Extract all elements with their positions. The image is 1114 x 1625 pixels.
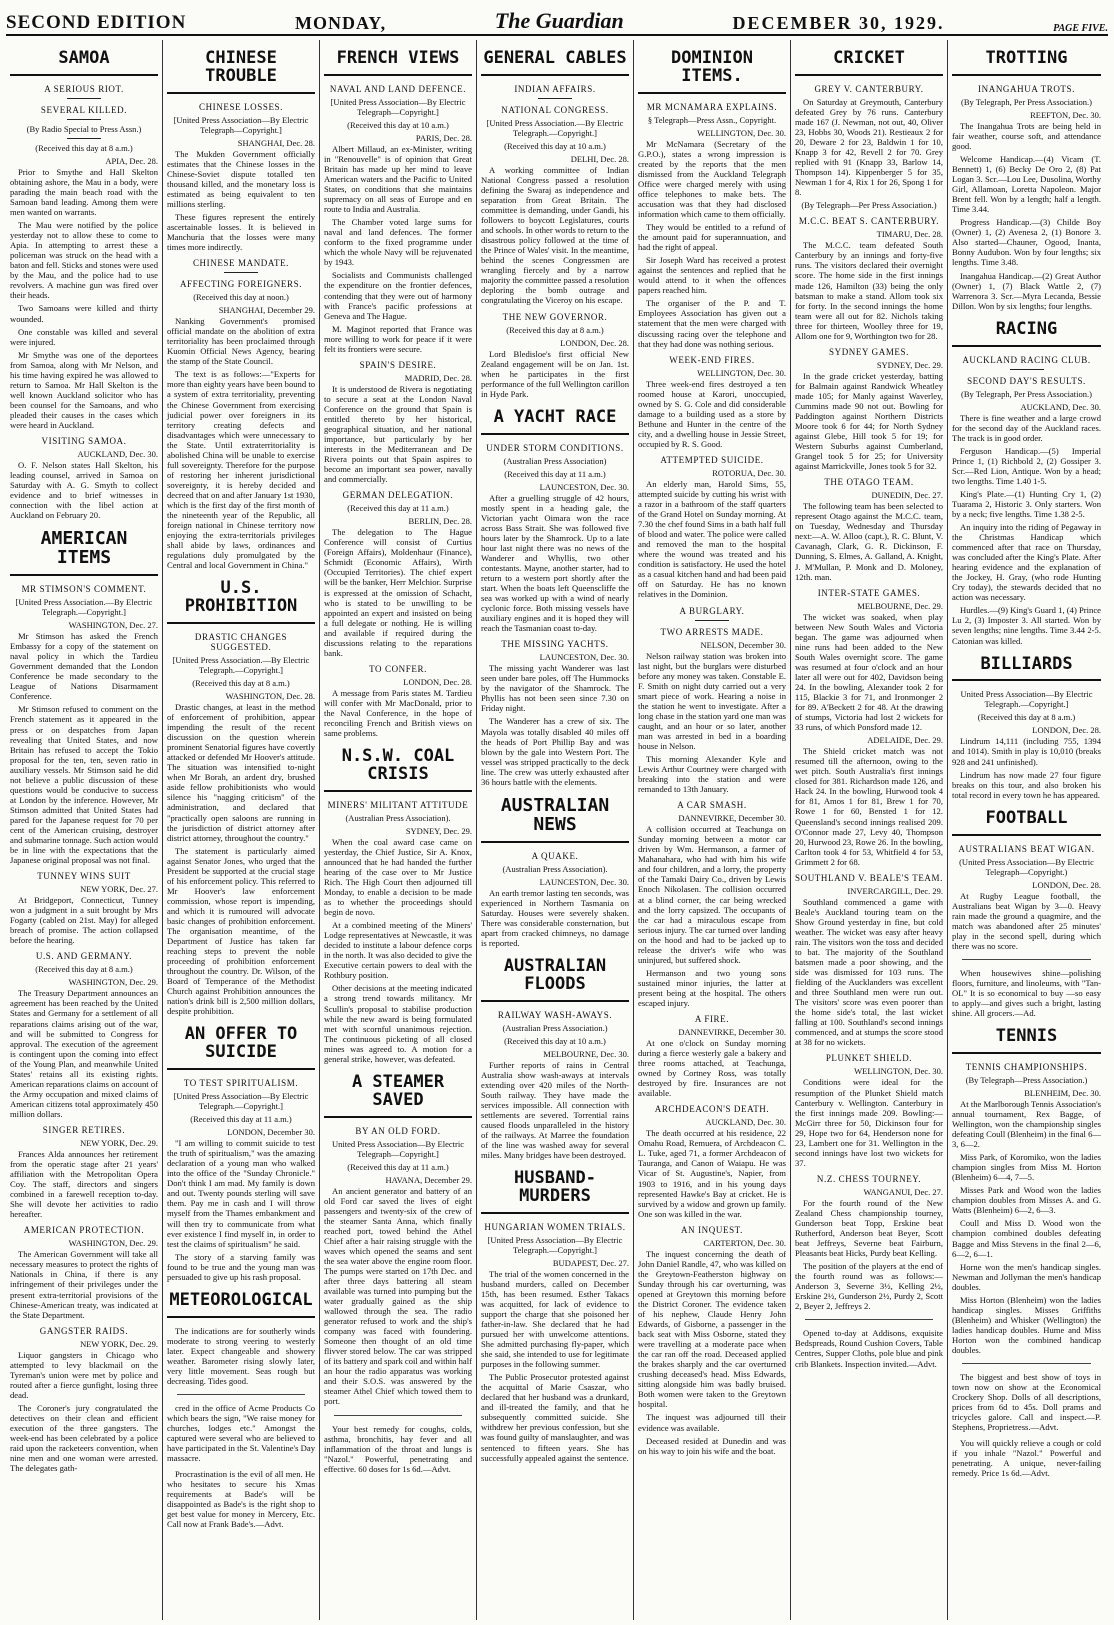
article-dateline: AUCKLAND, Dec. 30. [77, 449, 158, 460]
article-paragraph: "I am willing to commit suicide to test the truth of spiritualism," was the amazing declaration of a young man who walked into the office of the "Sunday Chronicle." Don't think I am mad. My family is down and out. Twenty pounds sterling will save them. Pay me in cash and I will throw myself from the Thames embankment and will then try to communicate from what ever existence I find myself in, in order to test the claims of spiritualism" he said. [167, 1138, 315, 1249]
article-paragraph: One constable was killed and several were injured. [10, 326, 158, 347]
article-headline: SAMOA [10, 50, 158, 76]
article-dateline: LAUNCESTON, Dec. 30. [539, 481, 629, 492]
received-note: (Received this day at 8 a.m.) [977, 712, 1076, 723]
article-paragraph: Horne won the men's handicap singles. Newman and Jollyman the men's handicap doubles. [952, 1261, 1101, 1292]
article-paragraph: King's Plate.—(1) Hunting Cry 1, (2) Tuarama 2, Historic 3. Only starters. Won by a neck; five lengths. Time 1.38 2-5. [952, 488, 1101, 519]
article-dateline: WANGANUI, Dec. 27. [863, 1186, 943, 1197]
article-paragraph: A working committee of Indian National Congress passed a resolution defining the Swaraj as independence and separation from Great Britain. The committee is demanding, under Gandi, his followers to boycott Legislatures, courts and schools. In other words to return to the disastrous policy followed at the time of the Prince of Wales' visit. In the meantime, behind the scenes Congressmen are wrangling fiercely and by a narrow majority the committee passed a resolution deploring the bomb outrage and congratulating the Viceroy on his escape. [481, 164, 629, 306]
article-paragraph: At Rugby League football, the Australians beat Wigan by 3—0. Heavy rain made the ground a quagmire, and the match was abandoned after 25 minutes' play in the second spell, during which there was no score. [952, 890, 1101, 951]
wire-credit: § Telegraph—Press Assn., Copyright. [647, 114, 777, 125]
article-paragraph: In the grade cricket yesterday, batting for Balmain against Randwick Wheatley made 105; for Manly against Waverley, Cummins made 90 not out. Bowling for Paddington against Northern Districts Moore took 6 for 44; for North Sydney against Glebe, Hill took 5 for 19; for Western Suburbs against Cumberland, Grangel took 5 for 25; for University against Marrickville, Jones took 5 for 32. [795, 370, 943, 472]
article-paragraph: The missing yacht Wanderer was last seen under bare poles, off The Hummocks by the navigator of the Shamrock. The Phyllis has not been seen since 7.30 on Friday night. [481, 663, 629, 714]
article-paragraph: Progress Handicap.—(3) Childe Boy (Owner) 1, (2) Avenesa 2, (1) Bonore 3. Also started—Chauner, Ogood, Inanta, Bonny Audubon. Won by four lengths; six lengths. Time 3.48. [952, 217, 1101, 268]
article-paragraph: O. F. Nelson states Hall Skelton, his leading counsel, arrived in Samoa on Saturday with A. G. Smyth to collect evidence and to brief witnesses in connection with the libel action at Auckland on February 20. [10, 460, 158, 521]
article-paragraph: Miss Horton (Blenheim) won the ladies handicap singles. Misses Griffiths (Blenheim) and Whisker (Wellington) the ladies handicap doubles. Hume and Miss Horton won the combined handicap doubles. [952, 1294, 1101, 1355]
article-dateline: MELBOURNE, Dec. 30. [543, 1048, 629, 1059]
article-paragraph: The American Government will take all necessary measures to protect the rights of Nationals in China, if there is any infringement of their privileges under the present extra-territorial provisions of the Chinese-American treaty, was indicated at the State Department. [10, 1249, 158, 1320]
wire-credit: (Australian Press Association). [345, 812, 451, 823]
article-dateline: NEW YORK, Dec. 29. [80, 1338, 158, 1349]
article-paragraph: The delegation to The Hague Conference will consist of Curtius (Foreign Affairs), Moldenhaur (Finance), Schmidt (Economic Affairs), Wirth (Occupied Territories). The chief expert will be the banker, Herr Melchior. Surprise is expressed at the omission of Schacht, who is stated to be unwilling to be appointed an expert and insisted on being a full delegate or nothing. He is willing and available if required during the discussions relating to the reparations bank. [324, 527, 472, 658]
day-label: MONDAY, [294, 13, 387, 33]
article-paragraph: The indications are for southerly winds moderate to strong veering to westerly later. Expect changeable and showery weather. Barometer rising slowly later, very little movement. Seas rough but decreasing. Tides good. [167, 1325, 315, 1386]
short-rule [224, 272, 258, 273]
wire-credit: [United Press Association.—By Electric Telegraph.—Copyright.] [172, 655, 310, 676]
article-subheading: SOUTHLAND V. BEALE'S TEAM. [795, 872, 943, 883]
article-dateline: WELLINGTON, Dec. 30. [854, 1066, 943, 1077]
article-paragraph: The Coroner's jury congratulated the detectives on their clean and efficient execution of the three gangsters. The week-end has been celebrated by a police raid upon the racketeers convention, when nine men and one woman were arrested. The delegates gath- [10, 1402, 158, 1474]
article-subheading: VISITING SAMOA. [41, 436, 127, 447]
article-subheading: TENNIS CHAMPIONSHIPS. [965, 1061, 1088, 1072]
article-subheading: CHINESE MANDATE. [192, 258, 290, 269]
article-dateline: BERLIN, Dec. 28. [408, 516, 472, 527]
article-paragraph: Sir Joseph Ward has received a protest against the sentences and replied that he would attend to it when the offences papers reached him. [638, 255, 786, 296]
article-dateline: WASHINGTON, Dec. 29. [68, 977, 158, 988]
advertisement: Your best remedy for coughs, colds, asthma, bronchitis, hay fever and all inflammation of the throat and lungs is "Nazol." Powerful, penetrating and effective. 60 doses for 1s 6d.—Advt. [324, 1423, 472, 1474]
article-subheading: PLUNKET SHIELD. [825, 1053, 913, 1064]
article-paragraph: This morning Alexander Kyle and Lewis Arthur Courtney were charged with breaking into the station and were remanded to 13th January. [638, 753, 786, 795]
article-paragraph: Deceased resided at Dunedin and was on his way to join his wife and the boat. [638, 1435, 786, 1456]
advertisement: Procrastination is the evil of all men. He who hesitates to secure his Xmas requirements at Bade's will be disappointed as Bade's is the right shop to get best value for money in Mercery, Etc. Call now at Frank Bade's.—Advt. [167, 1469, 315, 1530]
received-note: (Received this day at noon.) [193, 292, 289, 303]
article-paragraph: The Chamber voted large sums for naval and land defences. The former conform to the fixed programme under which the whole Navy will be rejuvenated by 1943. [324, 217, 472, 268]
article-paragraph: These figures represent the entirely ascertainable losses. It is believed in Manchuria that the losses were many times more indirectly. [167, 211, 315, 253]
wire-credit: (By Radio Special to Press Assn.) [26, 123, 142, 134]
article-paragraph: It is understood de Rivera is negotiating to secure a seat at the London Naval Conference on the ground that Spain is entitled thereto by her historical, geographical situation, and her national importance, but particularly by her interests in the Mediterranean and De Rivera points out that Spain aspires to become an important sea power, navally and commercially. [324, 383, 472, 485]
columns [6, 40, 1108, 1620]
article-paragraph: The Shield cricket match was not resumed till the afternoon, owing to the wet pitch. South Australia's first innings closed for 381. Richardson made 126, and Hack 24. In the bowling, Hurwood took 4 for 81, Amos 1 for 81, Brew 1 for 70, Rowe 1 for 60, Bensted 1 for 12. Queensland's second innings realised 209. O'Connor made 27, Levy 40, Thompson 20, Hurwood 23, Rowe 26. In the bowling, Carlton took 4 for 53, Whitfield 4 for 53, Grimmett 2 for 68. [795, 746, 943, 867]
article-paragraph: The Mau were notified by the police yesterday not to allow these to come to Apia. In attempting to arrest these a policeman was struck on the head with a baton and fell. Sticks and stones were used by the Mau, and the police had to use revolvers. A machine gun was fired over their heads. [10, 220, 158, 301]
article-paragraph: The Public Prosecutor protested against the acquittal of Marie Csaszar, who declared that her husband was a drunkard, and ill-treated the family, and that he subsequently committed suicide. She withdrew her previous confession, but she was found guilty of manslaughter, and was sentenced to fifteen years. She has successfully appealed against the sentence. [481, 1372, 629, 1463]
article-paragraph: Lord Bledisloe's first official New Zealand engagement will be on Jan. 1st. when he participates in the first performance of the full Wellington carillon in Hyde Park. [481, 348, 629, 399]
article-paragraph: M. Maginot reported that France was more willing to work for peace if it were felt its frontiers were secure. [324, 323, 472, 354]
article-headline: U.S. PROHIBITION [167, 580, 315, 624]
article-dateline: APIA, Dec. 28. [105, 155, 158, 166]
article-headline: CHINESE TROUBLE [167, 50, 315, 94]
article-paragraph: On Saturday at Greymouth, Canterbury defeated Grey by 76 runs. Canterbury made 167 (J. Newman, not out, 40, Oliver 23, Hobbs 30, Woods 21). Restieaux 2 for 20, Deware 2 for 23, Baldwin 1 for 10, Knapp 3 for 42, Revell 2 for 70. Grey replied with 91 (Knapp 33, Barlow 14, Thompson 14). Kippenberger 5 for 35, Newman 1 for 4, Rix 1 for 26, Spong 1 for 8. [795, 96, 943, 198]
article-subheading: A BURGLARY. [679, 605, 745, 616]
article-subheading: MR MCNAMARA EXPLAINS. [646, 101, 778, 112]
article-paragraph: Frances Alda announces her retirement from the operatic stage after 21 years' affiliation with the Metropolitan Opera Coy. The staff, directors and singers combined in a farewell reception to-day. She will devote her activities to radio hereafter. [10, 1149, 158, 1220]
article-subheading: RAILWAY WASH-AWAYS. [497, 1009, 613, 1020]
article-dateline: INVERCARGILL, Dec. 29. [847, 885, 943, 896]
article-paragraph: Prior to Smythe and Hall Skelton obtaining ashore, the Mau in a body, were parading the main beach road with the Samoan band leading. Among them were men wanted on warrants. [10, 166, 158, 218]
article-paragraph: The text is as follows:—"Experts for more than eighty years have been bound to a system of extra territoriality, preventing the Chinese Government from exercising judicial power over foreigners in its territory creating defects and disadvantages which were unnecessary to the State. Until extraterritoriality is abolished China will be unable to exercise full sovereignty. Therefore for the purpose of restoring her inherent jurisdictional sovereignty, it is hereby decided and decreed that on and after January 1st 1930, which is the first day of the first month of the nineteenth year of the Republic, all foreign national in Chinese territory now enjoying the extra-territorials privileges shall abide by laws, ordinances and regulations duly promulgated by the Central and local Government in China." [167, 369, 315, 571]
wire-credit: (Australian Press Association) [503, 455, 607, 466]
article-subheading: AFFECTING FOREIGNERS. [179, 279, 303, 290]
article-subheading: CHINESE LOSSES. [198, 101, 283, 112]
advertisement: cred in the office of Acme Products Co which bears the sign, "We raise money for churches, lodges etc." Amongst the captured were several who are believed to have participated in the St. Valentine's Day massacre. [167, 1402, 315, 1464]
article-dateline: WASHINGTON, Dec. 29. [68, 1238, 158, 1249]
article-subheading: A QUAKE. [531, 850, 579, 861]
article-dateline: ROTORUA, Dec. 30. [712, 467, 786, 478]
article-paragraph: When the coal award case came on yesterday, the Chief Justice, Sir A. Knox, announced that he had handed the further hearing of the case over to Mr Justice Rich. The High Court then adjourned till Monday, to enable a decision to be made as to whether the proceedings should begin de novo. [324, 836, 472, 918]
article-subheading: A CAR SMASH. [677, 800, 747, 811]
article-dateline: LONDON, Dec. 28. [403, 676, 472, 687]
article-subheading: TUNNEY WINS SUIT [37, 871, 131, 882]
wire-credit: [United Press Association—By Electric Telegraph—Copyright.] [173, 114, 309, 135]
column-7 [948, 40, 1105, 1620]
column-1 [6, 40, 163, 1620]
received-note: (Received this day at 8 a.m.) [35, 964, 133, 975]
article-paragraph: Southland commenced a game with Beale's Auckland touring team on the Show Ground yesterday in fine, but cold weather. The wicket was easy after heavy rain. The visitors won the toss and decided to bat. The majority of the Southland batsmen made a poor showing, and the side was dismissed for 103 runs. The fielding of the Aucklanders was excellent and three Southland men were run out. The visitors' score was even poorer than the home side's total, the last wicket falling at 100. Southland's second innings commenced, and at stumps the score stood at 38 for no wickets. [795, 896, 943, 1048]
article-subheading: M.C.C. BEAT S. CANTERBURY. [798, 216, 940, 227]
article-headline: AMERICAN ITEMS [10, 530, 158, 576]
wire-credit: [United Press Association—By Electric Telegraph.—Copyright.] [173, 1091, 309, 1112]
article-paragraph: Inangahua Handicap.—(2) Great Author (Owner) 1, (7) Black Wattle 2, (7) Warrenora 3. Scr.—Myra Lecanda, Bessie Dillon. Won by six lengths; four lengths. [952, 270, 1101, 311]
article-subheading: TWO ARRESTS MADE. [660, 626, 764, 637]
article-subheading: GREY V. CANTERBURY. [814, 83, 924, 94]
page-number: PAGE FIVE. [1053, 23, 1108, 34]
article-subheading: INANGAHUA TROTS. [978, 83, 1075, 94]
article-paragraph: After a gruelling struggle of 42 hours, mostly spent in a heading gale, the Victorian yacht Oimara won the race across Bass Strait. She was followed five hours later by the Shamrock. Up to a late hour last night there was no news of the Wanderer and Whyllis, two other contestants. Mayne, another starter, had to return to a western port shortly after the start. When the boats left Queenscliffe the sea was worked up with a wind of nearly cyclonic force. Both missing vessels have auxiliary engines and it is hoped they will reach the Tasmanian coast to-day. [481, 492, 629, 634]
article-paragraph: Misses Park and Wood won the ladies champion doubles from Misses A. and G. Watts (Blenheim) 6—2, 6—3. [952, 1185, 1101, 1216]
article-headline: FOOTBALL [952, 810, 1101, 836]
article-subheading: TO CONFER. [369, 663, 427, 674]
received-note: (Received this day at 10 a.m.) [347, 119, 449, 130]
received-note: (Received this day at 11 a.m.) [504, 468, 606, 479]
article-subheading: SECOND DAY'S RESULTS. [967, 375, 1086, 386]
column-5 [634, 40, 791, 1620]
article-headline: CRICKET [795, 50, 943, 76]
article-paragraph: Miss Park, of Koromiko, won the ladies champion singles from Miss M. Horton (Blenheim) 6—4, 7—5. [952, 1152, 1101, 1183]
article-dateline: WASHINGTON, Dec. 28. [225, 691, 315, 702]
article-paragraph: Liquor gangsters in Chicago who attempted to levy blackmail on the Tyreman's union were met by police and routed after a fierce gunfight, losing three dead. [10, 1349, 158, 1400]
column-6 [791, 40, 948, 1620]
article-paragraph: The position of the players at the end of the fourth round was as follows:—Anderson 3, Severne 3½, Kelling 2½, Erskine 2½, Gunderson 2½, Purdy 2, Scott 2, Beyer 2, Jeffreys 2. [795, 1261, 943, 1312]
article-dateline: ADELAIDE, Dec. 29. [867, 735, 943, 746]
article-dateline: PARIS, Dec. 28. [415, 132, 472, 143]
short-rule [67, 138, 101, 139]
article-headline: N.S.W. COAL CRISIS [324, 748, 472, 792]
article-paragraph: Drastic changes, at least in the method of enforcement of prohibition, appear impending the result of the recent discussion on the question wherein prominent Senatorial figures have covertly attacked or defended Mr Hoover's attitude. The situation was intensified to-night when Mr Borah, an ardent dry, brushed aside fellow prohibitionists who would silence his "nagging criticism" of the administration, and declared that "practically open saloons are running in the jurisdiction of district attorney after district attorney, throughout the country." [167, 702, 315, 843]
advertisement: Opened to-day at Addisons, exquisite Bedspreads, Round Cushion Covers, Table Centres, Supper Cloths, pole blue and pink crib Blankets. Inspection invited.—Advt. [795, 1328, 943, 1369]
article-subheading: BY AN OLD FORD. [355, 1125, 441, 1136]
article-paragraph: At the Marlborough Tennis Association's annual tournament, Rex Bagge, of Wellington, won the championship singles defeating Coull (Blenheim) in the final 6—3, 6—2. [952, 1098, 1101, 1150]
article-paragraph: Other decisions at the meeting indicated a strong trend towards militancy. Mr Scullin's proposal to stabilise production while the new award is being formulated met with scornful unanimous rejection. The continuous picketing of all closed mines was agreed to. A motion for a general strike, however, was defeated. [324, 983, 472, 1064]
article-headline: FRENCH VIEWS [324, 50, 472, 76]
article-subheading: SINGER RETIRES. [42, 1125, 126, 1135]
article-paragraph: The Wanderer has a crew of six. The Mayola was totally disabled 40 miles off the heads of Port Phillip Bay and was blown by the gale into Western Port. The vessel was stripped practically to the deck line. The crew was utterly exhausted after 36 hours battle with the elements. [481, 716, 629, 787]
article-dateline: TIMARU, Dec. 28. [876, 229, 943, 240]
article-subheading: WEEK-END FIRES. [669, 354, 755, 365]
masthead [6, 4, 1108, 36]
article-subheading: MR STIMSON'S COMMENT. [21, 584, 147, 595]
article-paragraph: Hurdles.—(9) King's Guard 1, (4) Prince Lu 2, (3) Imposter 3. All started. Won by seven lengths; nine lengths. Time 3.44 2-5. Catonian was killed. [952, 605, 1101, 646]
article-headline: AUSTRALIAN FLOODS [481, 958, 629, 1002]
wire-credit: (By Telegraph—Press Association.) [965, 1074, 1088, 1085]
article-dateline: LAUNCESTON, Dec. 30. [539, 876, 629, 887]
article-paragraph: The wicket was soaked, when play between New South Wales and Victoria began. The game was adjourned when nine runs had been added to the New South Wales overnight score. The game was resumed at four o'clock and an hour later all were out for 402, Davidson being 24. In the bowling, Alexander took 2 for 115, Blackie 3 for 71, and Ironmonger 2 for 89. A'Beckett 2 for 48. At the drawing of stumps, Victoria had lost 2 wickets for 33 runs, of which Ponsford made 12. [795, 611, 943, 733]
article-subheading: A FIRE. [694, 1014, 730, 1025]
article-headline: AUSTRALIAN NEWS [481, 797, 629, 843]
wire-credit: [United Press Association.—By Electric Telegraph.—Copyright.] [486, 117, 624, 138]
article-paragraph: An inquiry into the riding of Pegaway in the Christmas Handicap which commenced after that race on Thursday, was concluded after the King's Plate. After hearing evidence and the explanation of the Jockey, H. Gray, (who rode Hunting Cry today), the stewards decided that no action was necessary. [952, 522, 1101, 603]
article-paragraph: Welcome Handicap.—(4) Vicam (T. Bennett) 1, (6) Becky De Oro 2, (8) Pat Logan 3. Scr.—Lou Lee, Dusolina, Worthy Girl, Allamoan, Loretta Napoleon. Major Brent fell. Won by a length; half a length. Time 3.44. [952, 153, 1101, 215]
article-paragraph: The following team has been selected to represent Otago against the M.C.C. team, on Tuesday, Wednesday and Thursday next:—A. W. Alloo (capt.), R. C. Blunt, V. Cavanagh, Clark, G. R. Dickinson, F. Dunning, S. Elmes, A. Galland, A. Knight, J. M'Mullan, P. Monk and D. Moloney, 12th. man. [795, 501, 943, 582]
article-dateline: SYDNEY, Dec. 29. [405, 825, 472, 836]
article-paragraph: They would be entitled to a refund of the amount paid for superannuation, and had the right of appeal. [638, 222, 786, 253]
article-subheading: NATIONAL CONGRESS. [501, 104, 609, 115]
article-paragraph: The Treasury Department announces an agreement has been reached by the United States and Germany for a settlement of all reparations claims arising out of the war, and will be submitted to Congress for approval. The execution of the agreement is contingent upon the coming into effect of the Young Plan, and meanwhile United States' retains all its existing rights. American reparations claims on account of the Army occupation and mixed claims of American citizens total approximately 450 million dollars. [10, 988, 158, 1119]
received-note: (Received this day at 8 a.m.) [35, 142, 133, 153]
received-note: (Received this day at 11 a.m.) [347, 503, 449, 514]
article-dateline: SYDNEY, Dec. 29. [876, 359, 943, 370]
article-paragraph: The inquest concerning the death of John Daniel Randle, 47, who was killed on the Greytown-Featherston highway on Sunday through his car overturning, was opened at Greytown this morning before the District Coroner. The evidence taken of his nephew, Claude Henry John Edwards, of Gisborne, a passenger in the back seat with Miss Osborne, stated they were travelling at a moderate pace when the car ran off the road. Deceased applied the brakes sharply and the car overturned crushing deceased's head. Miss Edwards, sitting alongside him was badly bruised. Both women were taken to the Greytown hospital. [638, 1248, 786, 1410]
article-paragraph: The statement is particularly aimed against Senator Jones, who urged that the President be supported at the crucial stage of his enforcement policy. This referred to Mr Hoover's law enforcement commission, whose report is impending, and which it is rumoured will advocate basic changes of prohibition enforcement. The organisation meantime, of the Department of Justice has taken far reaching steps to prevent the noble proceeding of prohibition enforcement throughout the country. Dr. Wilson, of the Board of Temperance of the Methodist Church against Prohibition announces the nation's drink bill is 2,500 million dollars, despite prohibition. [167, 845, 315, 1017]
article-paragraph: Mr Smythe was one of the deportees from Samoa, along with Mr Nelson, and his time having expired he was allowed to return to Samoa. Mr Hall Skelton is the well known Auckland solicitor who has been counsel for the Samoans, and who pleaded their causes in the cases which were heard in Auckland. [10, 349, 158, 430]
article-paragraph: The organiser of the P. and T. Employees Association has given out a statement that the men were charged with discussing racing over the telephone and that they had done was nothing serious. [638, 298, 786, 349]
article-paragraph: The M.C.C. team defeated South Canterbury by an innings and forty-five runs. The visitors declared their overnight score. The home side in the first innings made 126, Hamilton (33) being the only batsman to make a stand. Allom took six for forty. In the second innings the home team were all out for 82. Nichols taking three for thirteen, Woolley three for 19, Allom one for 9, Worthington two for 28. [795, 240, 943, 341]
article-subheading: THE MISSING YACHTS. [501, 639, 609, 650]
article-paragraph: The inquest was adjourned till their evidence was available. [638, 1412, 786, 1433]
article-dateline: NEW YORK, Dec. 29. [80, 1138, 158, 1148]
article-subheading: NAVAL AND LAND DEFENCE. [329, 83, 467, 94]
wire-credit: [United Press Association—By Electric Telegraph.—Copyright.] [487, 1234, 623, 1255]
article-paragraph: Conditions were ideal for the resumption of the Plunket Shield match Canterbury v. Wellington. Canterbury in the first innings made 209. Bowling:—McGirr three for 50, Dickinson four for 29, Hope two for 64, Henderson none for 23, Lambert one for 31. Wellington in the second innings have lost two wickets for 37. [795, 1077, 943, 1168]
article-paragraph: Coull and Miss D. Wood won the champion combined doubles defeating Bagge and Miss Stevens in the final 2—6, 6—2, 6—1. [952, 1218, 1101, 1259]
article-dateline: WELLINGTON, Dec. 30. [697, 127, 786, 138]
advertisement: You will quickly relieve a cough or cold if you inhale "Nazol." Powerful and penetrating. A unique, never-failing remedy. Price 1s 6d.—Advt. [952, 1438, 1101, 1479]
article-headline: TENNIS [952, 1028, 1101, 1054]
article-paragraph: The trial of the women concerned in the husband murders, called on December 15th, has been resumed. Esther Takacs was acquitted, for lack of evidence to support the charge that she poisoned her father-in-law. She declared that he had pursued her with unwelcome attentions. She admitted purchasing fly-paper, which she said, she intended to use for legitimate purposes in the following summer. [481, 1268, 629, 1370]
article-paragraph: Socialists and Communists challenged the expenditure on the frontier defences, contending that they were out of harmony with France's pacific professions at Geneva and The Hague. [324, 270, 472, 321]
article-dateline: WELLINGTON, Dec. 30. [697, 367, 786, 378]
received-note: (Received this day at 8 a.m.) [506, 324, 604, 335]
article-dateline: HAVANA, December 29. [385, 1174, 472, 1185]
article-subheading: INDIAN AFFAIRS. [514, 83, 596, 94]
article-headline: DOMINION ITEMS. [638, 50, 786, 94]
article-headline: A YACHT RACE [481, 409, 629, 435]
wire-credit: (Australian Press Association.) [502, 1022, 608, 1033]
article-subheading: SYDNEY GAMES. [829, 346, 909, 357]
wire-credit: (Australian Press Association). [502, 863, 608, 874]
article-subheading: MINERS' MILITANT ATTITUDE [327, 799, 469, 810]
article-subheading: AUCKLAND RACING CLUB. [962, 354, 1091, 365]
column-separator [962, 959, 1091, 960]
article-headline: A STEAMER SAVED [324, 1074, 472, 1118]
article-paragraph: Nanking Government's promised official mandate on the abolition of extra territoriality has been proclaimed through Kuomin Official News Agency, bearing the stamp of the State Council. [167, 316, 315, 367]
short-rule [1010, 369, 1044, 370]
wire-credit: United Press Association—By Electric Telegraph—Copyright.] [332, 1138, 464, 1159]
article-paragraph: Two Samoans were killed and thirty wounded. [10, 303, 158, 324]
article-dateline: LONDON, December 30. [227, 1127, 315, 1138]
article-dateline: BLENHEIM, Dec. 30. [1024, 1087, 1101, 1098]
article-subheading: HUNGARIAN WOMEN TRIALS. [484, 1221, 626, 1232]
article-dateline: DELHI, Dec. 28. [570, 153, 629, 164]
wire-credit: (By Telegraph, Per Press Association.) [961, 388, 1092, 399]
wire-credit: [United Press Association—By Electric Telegraph—Copyright.] [330, 96, 466, 117]
article-dateline: WASHINGTON, Dec. 27. [68, 620, 158, 631]
article-paragraph: The story of a starving family was found to be true and the young man was persuaded to give up his rash proposal. [167, 1251, 315, 1282]
received-note: (Received this day at 8 a.m.) [192, 678, 290, 689]
column-3 [320, 40, 477, 1620]
advertisement: The biggest and best show of toys in town now on show at the Economical Crockery Shop. Dolls of all descriptions, prices from 6d to 45s. Doll prams and tricycles galore. Call and inspect.—P. Stephens, Proprietress.—Advt. [952, 1372, 1101, 1433]
wire-credit: (United Press Association—By Electric Telegraph—Copyright.) [959, 856, 1094, 877]
article-paragraph: At Bridgeport, Connecticut, Tunney won a judgment in a suit brought by Mrs Fogarty (cabled on 21st. May) for alleged breach of promise. The action collapsed before the hearing. [10, 895, 158, 946]
article-subheading: AN INQUEST. [681, 1224, 743, 1235]
article-subheading: GANGSTER RAIDS. [39, 1325, 129, 1336]
column-2 [163, 40, 320, 1620]
article-paragraph: The Mukden Government officially estimates that the Chinese losses in the Chinese-Soviet dispute totalled ten thousand killed, and the monetary loss is estimated as being equivalent to ten millions sterling. [167, 148, 315, 209]
article-paragraph: For the fourth round of the New Zealand Chess championship tourney, Gunderson beat Topp, Erskine beat Rutherford, Anderson beat Beyer, Scott beat Jeffreys, Severne beat Fairburn, Pleasants beat Hicks, Purdy beat Kelling. [795, 1197, 943, 1259]
article-dateline: REEFTON, Dec. 30. [1030, 109, 1101, 120]
article-subheading: SPAIN'S DESIRE. [359, 359, 437, 370]
article-paragraph: At a combined meeting of the Miners' Lodge representatives at Newcastle, it was decided to institute a labour defence corps in the north. It was also decided to give the Executive certain powers to deal with the Rothbury position. [324, 920, 472, 981]
article-paragraph: Three week-end fires destroyed a ten roomed house at Karori, unoccupied, owned by S. G. Cole and did considerable damage to a building used as a store by Bethune and Hunter in the centre of the city, and a dwelling house in Jessie Street, occupied by R. S. Good. [638, 378, 786, 449]
column-separator [334, 1415, 462, 1416]
article-dateline: AUCKLAND, Dec. 30. [705, 1117, 786, 1128]
article-paragraph: Further reports of rains in Central Australia show wash-aways at intervals extending over 420 miles of the North-South railway. They have made the services impossible. All connection with settlements are severed. Torrential rains caused floods unparalleled in the history of the railways. At Marree the foundation of the line was washed away for several miles. Many bridges have been destroyed. [481, 1059, 629, 1160]
newspaper-title: The Guardian [494, 8, 624, 33]
received-note: (Received this day at 10 a.m.) [504, 140, 606, 151]
article-subheading: AUSTRALIANS BEAT WIGAN. [958, 843, 1095, 854]
article-subheading: UNDER STORM CONDITIONS. [486, 442, 624, 453]
article-paragraph: Lindrum 14,111 (including 755, 1394 and 1014). Smith in play is 10,010 (breaks 928 and 241 unfinished). [952, 736, 1101, 767]
article-paragraph: Mr Stimson has asked the French Embassy for a copy of the statement on naval policy in which the Tardieu Government demanded that the London Conference be made secondary to the League of Nations Disarmament Conference. [10, 631, 158, 702]
wire-credit: (By Telegraph, Per Press Association.) [961, 96, 1092, 107]
column-separator [962, 1363, 1091, 1364]
article-headline: TROTTING [952, 50, 1101, 76]
article-paragraph: Hermanson and two young sons sustained minor injuries, the latter at present being at the hospital. The others escaped injury. [638, 967, 786, 1008]
article-paragraph: At one o'clock on Sunday morning during a fierce westerly gale a bakery and three rooms attached, at Teachunga, owned by Cortney Ross, was totally destroyed by fire. Insurances are not available. [638, 1038, 786, 1099]
short-rule [67, 119, 101, 120]
received-note: (Received this day at 11 a.m.) [347, 1161, 449, 1172]
article-subheading: A SERIOUS RIOT. [44, 83, 124, 94]
article-dateline: SHANGHAI, Dec. 28. [237, 137, 315, 148]
article-paragraph: A message from Paris states M. Tardieu will confer with Mr MacDonald, prior to the Naval Conference, in the hope of reconciling French and British views on same problems. [324, 687, 472, 739]
article-dateline: CARTERTON, Dec. 30. [703, 1237, 786, 1248]
article-subheading: INTER-STATE GAMES. [817, 587, 921, 598]
article-subheading: ARCHDEACON'S DEATH. [654, 1104, 770, 1115]
article-dateline: LONDON, Dec. 28. [1032, 725, 1101, 736]
article-headline: METEOROLOGICAL [167, 1292, 315, 1318]
article-dateline: MADRID, Dec. 28. [404, 372, 472, 383]
article-dateline: LAUNCESTON, Dec. 30. [539, 652, 629, 663]
article-headline: GENERAL CABLES [481, 50, 629, 76]
edition-label: SECOND EDITION [6, 12, 187, 33]
wire-credit: (By Telegraph—Per Press Association.) [801, 200, 937, 211]
article-dateline: BUDAPEST, Dec. 27. [552, 1257, 629, 1268]
article-paragraph: A collision occurred at Teachunga on Sunday morning between a motor car driven by Wm. Hermanson, a farmer of Mahanahara, who had with him his wife and four children, and a lorry, the property of the Tamaki Dairy Co., driven by Lewis Enoch Nikolasen. The collision occurred at a blind corner, the car being wrecked and the lorry capsized. The occupants of the car had a miraculous escape from serious injury. The car turned over landing on the hood and had to be jacked up to release the driver's wife who was uninjured, but suffered shock. [638, 824, 786, 965]
article-dateline: SHANGHAI, December 29. [218, 305, 315, 316]
article-paragraph: Nelson railway station was broken into last night, but the burglars were disturbed before any money was taken. Constable E. F. Smith on night duty carried out a very smart piece of work. Hearing a noise in the station he went to investigate. After a long chase in the station yard one man was caught, and an hour or so later, another man was arrested in bed in a boarding house in Nelson. [638, 650, 786, 751]
article-paragraph: There is fine weather and a large crowd for the second day of the Auckland races. The track is in good order. [952, 412, 1101, 443]
column-separator [805, 1319, 933, 1320]
article-subheading: GERMAN DELEGATION. [342, 490, 454, 501]
article-dateline: DANNEVIRKE, December 30. [678, 1027, 786, 1038]
article-dateline: NELSON, December 30. [700, 639, 786, 650]
article-headline: AN OFFER TO SUICIDE [167, 1026, 315, 1070]
article-dateline: AUCKLAND, Dec. 30. [1020, 401, 1101, 412]
article-headline: HUSBAND-MURDERS [481, 1170, 629, 1214]
article-dateline: NEW YORK, Dec. 27. [80, 884, 158, 895]
short-rule [538, 98, 572, 99]
article-paragraph: Mr Stimson refused to comment on the French statement as it appeared in the press or on despatches from Japan revealing that United States, and now Britain has refused to accept the Tokio proposal for the ten, ten, seven ratio in auxiliary vessels. Mr Stimson said he did not believe a public discussion of these questions would be conducive to success at London by the inference. However, Mr Stimson admitted that United States had pared for the Japanese request for 70 per cent of the American cruising, destroyer and submarine tonnage. Such action would be in line with the expectations that the Japanese original proposal was not final. [10, 704, 158, 866]
column-4 [477, 40, 634, 1620]
article-subheading: THE OTAGO TEAM. [824, 477, 914, 488]
received-note: (Received this day at 10 a.m.) [504, 1035, 606, 1046]
short-rule [695, 620, 729, 621]
article-paragraph: An elderly man, Harold Sims, 55, attempted suicide by cutting his wrist with a razor in a bathroom of the staff quarters of the Grand Hotel on Sunday morning. At 7.30 the chef found Sims in a bath half full of blood and water. The police were called and removed the man to the hospital where the wound was treated and his condition is satisfactory. He used the hotel as a casual kitchen hand and had been paid off on Saturday. He has no known relatives in the Dominion. [638, 478, 786, 600]
article-dateline: LONDON, Dec. 28. [560, 337, 629, 348]
article-subheading: THE NEW GOVERNOR. [502, 311, 608, 322]
article-paragraph: Albert Millaud, an ex-Minister, writing in "Renouvelle" is of opinion that Great Britain has made up her mind to leave American waters and the Pacific to United States, on conditions that she maintains supremacy on all seas of Europe and en route to India and Australia. [324, 143, 472, 215]
article-paragraph: The death occurred at his residence, 22 Omahu Road, Remuera, of Archdeacon C. L. Tuke, aged 71, a former Archdeacon of Tauranga, and Canon of Waiapu. He was Vicar of St. Augustine's, Napier, from 1903 to 1916, and in his young days represented Hawke's Bay at cricket. He is survived by a widow and grown up family. One son was killed in the war. [638, 1128, 786, 1219]
article-subheading: TO TEST SPIRITUALISM. [183, 1078, 299, 1089]
short-rule [67, 98, 101, 99]
article-paragraph: An earth tremor lasting ten seconds, was experienced in Northern Tasmania on Saturday. Houses were severely shaken. There was considerable consternation, but apart from cracked chimneys, no damage is reported. [481, 887, 629, 948]
article-paragraph: The Inangahua Trots are being held in fair weather, course soft, and attendance good. [952, 120, 1101, 151]
wire-credit: [United Press Association.—By Electric Telegraph.—Copyright.] [15, 597, 153, 618]
article-subheading: SEVERAL KILLED. [40, 104, 128, 115]
wire-credit: United Press Association—By Electric Telegraph.—Copyright.] [960, 689, 1093, 710]
column-separator [177, 1394, 305, 1395]
article-dateline: DUNEDIN, Dec. 27. [871, 490, 943, 501]
article-paragraph: An ancient generator and battery of an old Ford car saved the lives of eight passengers and twenty-six of the crew of the steamer Santa Anna, which finally reached port, towed behind the Athel Chief after a hair raising struggle with the waves which opened the seams and sent the sea water above the engine room floor. The pumps were started on 17th Dec. and after three days battering all steam available was turned into pumping but the water gradually gained as the ship wallowed through the sea. The radio generator refused to work and the ship's company was faced with foundering. Someone then thought of an old time flivver stored below. The car was stripped of its battery and spark coil and within half an hour the radio apparatus was working and their S.O.S. was answered by the steamer Athel Chief which towed them to port. [324, 1185, 472, 1407]
article-subheading: ATTEMPTED SUICIDE. [660, 454, 764, 465]
article-paragraph: Lindrum has now made 27 four figure breaks on this tour, and also broken his total record in every town he has appeared. [952, 769, 1101, 800]
article-paragraph: Mr McNamara (Secretary of the G.P.O.), states a wrong impression is created by the reports that the men dismissed from the Auckland Telegraph Office were charged merely with using office telephones to make bets. The accusation was that they had disclosed information which came to them officially. [638, 138, 786, 220]
received-note: (Received this day at 11 a.m.) [190, 1114, 292, 1125]
article-dateline: DANNEVIRKE, December 30. [678, 813, 786, 824]
article-subheading: AMERICAN PROTECTION. [23, 1225, 145, 1236]
article-paragraph: Ferguson Handicap.—(5) Imperial Prince 1, (1) Richbold 2, (2) Gossiper 3. Scr.—Red Lion, Antique. Won by a head; two lengths. Time 1.40 1-5. [952, 445, 1101, 486]
article-dateline: MELBOURNE, Dec. 29. [857, 600, 943, 611]
article-subheading: DRASTIC CHANGES SUGGESTED. [194, 632, 288, 653]
article-headline: BILLIARDS [952, 656, 1101, 682]
article-subheading: U.S. AND GERMANY. [35, 951, 133, 962]
article-dateline: LONDON, Dec. 28. [1032, 879, 1101, 890]
advertisement: When housewives shine—polishing floors, furniture, and linoleums, with "Tan-OL" It is so economical to buy —so easy to apply—and gives such a bright, lasting shine. All grocers.—Ad. [952, 967, 1101, 1018]
article-subheading: N.Z. CHESS TOURNEY. [816, 1173, 922, 1184]
article-headline: RACING [952, 321, 1101, 347]
issue-date: DECEMBER 30, 1929. [732, 13, 945, 33]
